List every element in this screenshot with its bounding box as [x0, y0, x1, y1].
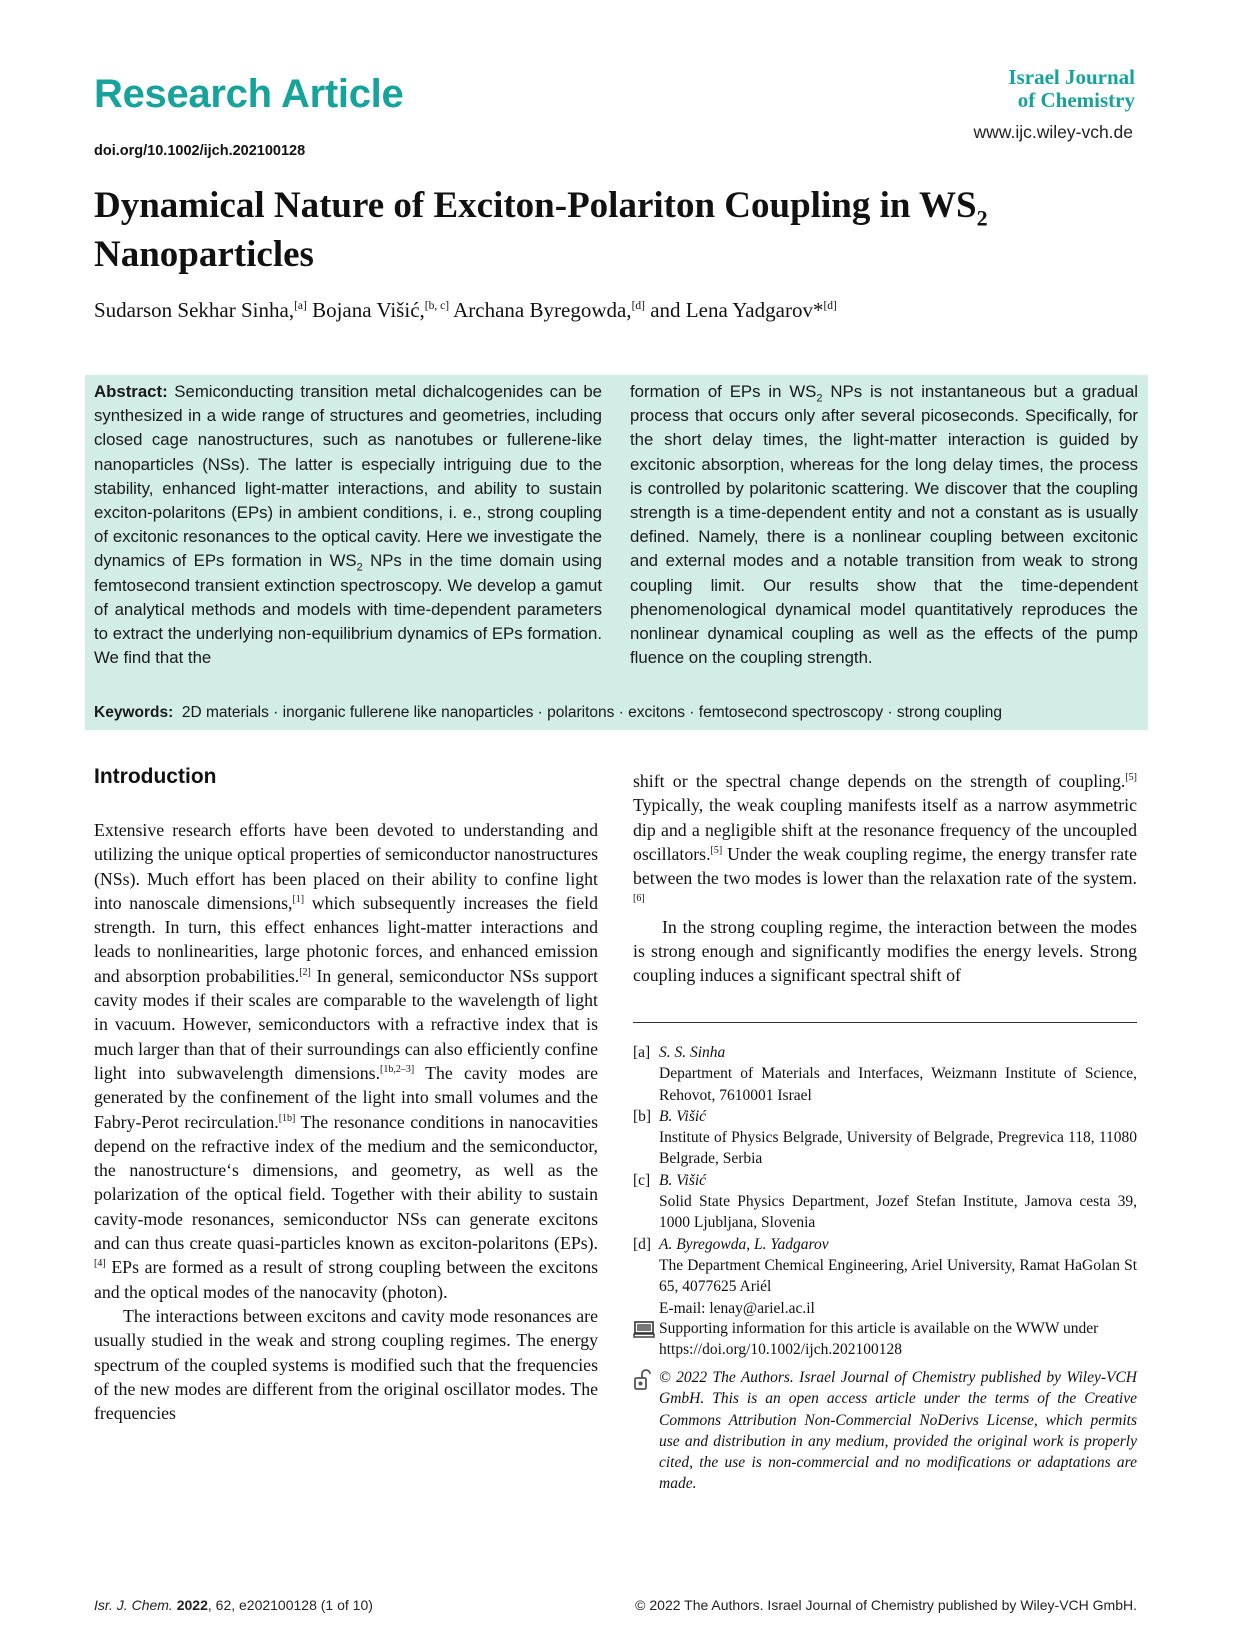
title-line2: Nanoparticles — [94, 234, 314, 275]
affiliation-tag: [d] — [633, 1235, 652, 1253]
keywords-line — [94, 704, 1002, 722]
author-affil-ref: [a] — [294, 300, 307, 312]
affiliation-name: S. S. Sinha — [659, 1044, 726, 1061]
abstract-right-column — [630, 380, 1138, 670]
text: Typically, the weak coupling manifests itself as a narrow asymmetric dip and a negligible shift at the resonance frequency of the uncoupled oscillators. — [633, 795, 1137, 864]
footer-year: 2022 — [176, 1597, 208, 1613]
footer-copyright: © 2022 The Authors. Israel Journal of Chemistry published by Wiley-VCH GmbH. — [635, 1597, 1137, 1613]
affiliation-item — [633, 1042, 1137, 1106]
affiliation-address: Solid State Physics Department, Jozef Stefan Institute, Jamova cesta 39, 1000 Ljubljana, Slovenia — [659, 1193, 1137, 1232]
doi-link[interactable]: doi.org/10.1002/ijch.202100128 — [94, 143, 306, 159]
supporting-info-text: Supporting information for this article is available on the WWW under https://doi.org/10.1002/ijch.202100128 — [659, 1320, 1099, 1359]
citation-ref[interactable]: [1] — [292, 893, 305, 905]
title-main: Dynamical Nature of Exciton-Polariton Coupling in WS — [94, 185, 977, 226]
citation-ref[interactable]: [6] — [633, 893, 645, 905]
title-subscript: 2 — [976, 205, 988, 231]
section-heading-introduction: Introduction — [94, 765, 217, 788]
affiliation-tag: [b] — [633, 1107, 652, 1125]
text: EPs are formed as a result of strong coupling between the excitons and the optical modes of the nanocavity (photon). — [94, 1257, 598, 1302]
journal-name-line2: of Chemistry — [1017, 88, 1135, 112]
affiliation-item — [633, 1234, 1137, 1319]
affiliation-address: Department of Materials and Interfaces, Weizmann Institute of Science, Rehovot, 7610001 Israel — [659, 1065, 1137, 1104]
abstract-text: Semiconducting transition metal dichalcogenides can be synthesized in a wide range of structures and geometries, including closed cage nanostructures, such as nanotubes or fullerene-like nanoparticles (NSs). The latter is especially intriguing due to the stability, enhanced light-matter interactions, and ability to sustain exciton-polaritons (EPs) in ambient conditions, i. e., strong coupling of excitonic resonances to the optical cavity. Here we investigate the dynamics of EPs formation in WS — [94, 382, 602, 571]
author-name: Sudarson Sekhar Sinha, — [94, 298, 295, 322]
intro-right-column — [633, 769, 1137, 988]
footer-journal-abbrev: Isr. J. Chem. — [94, 1597, 173, 1613]
keywords-text: 2D materials · inorganic fullerene like nanoparticles · polaritons · excitons · femtosecond spectroscopy · strong coupling — [181, 704, 1003, 721]
footer-citation — [94, 1597, 373, 1613]
keywords-label: Keywords: — [94, 704, 174, 721]
affiliation-email[interactable]: E-mail: lenay@ariel.ac.il — [659, 1299, 815, 1317]
abstract-subscript: 2 — [816, 392, 823, 405]
author-name: Archana Byregowda, — [453, 298, 632, 322]
affiliations — [633, 1042, 1137, 1319]
article-title — [94, 181, 1144, 279]
journal-name-line1: Israel Journal — [1008, 65, 1135, 89]
affiliation-item — [633, 1170, 1137, 1234]
citation-ref[interactable]: [5] — [1125, 772, 1137, 784]
journal-logo — [1000, 66, 1135, 112]
author-affil-ref: [b, c] — [424, 300, 450, 312]
footnote-divider — [633, 1022, 1137, 1023]
affiliation-item — [633, 1106, 1137, 1170]
abstract-text: NPs is not instantaneous but a gradual process that occurs only after several picoseconds. Specifically, for the short delay times, the light-matter interaction is guided by excitonic absorption, whereas for the long delay times, the process is controlled by polaritonic scattering. We discover that the coupling strength is a time-dependent entity and not a constant as is usually defined. Namely, there is a nonlinear coupling between excitonic and external modes and a notable transition from weak to strong coupling limit. Our results show that the time-dependent phenomenological dynamical model quantitatively reproduces the nonlinear dynamical coupling as well as the effects of the pump fluence on the coupling strength. — [630, 382, 1139, 668]
article-type-label: Research Article — [94, 72, 404, 116]
text: In general, semiconductor NSs support cavity modes if their scales are comparable to the wavelength of light in vacuum. However, semiconductors with a refractive index that is much larger than that of their surroundings can also efficiently confine light into subwavelength dimensions. — [94, 965, 598, 1083]
computer-icon — [633, 1320, 655, 1346]
license-text: © 2022 The Authors. Israel Journal of Chemistry published by Wiley-VCH GmbH. This is an open access article under the terms of the Creative Commons Attribution Non-Commercial NoDerivs License, which permits use and distribution in any medium, provided the original work is properly cited, the use is non-commercial and no modifications or adaptations are made. — [659, 1369, 1137, 1493]
text: The resonance conditions in nanocavities depend on the refractive index of the medium and the semiconductor, the nanostructure‘s dimensions, and geometry, as well as the polarization of the optical field. Together with their ability to sustain cavity-mode resonances, semiconductor NSs can generate excitons and can thus create quasi-particles known as exciton-polaritons (EPs). — [94, 1111, 598, 1254]
affiliation-address: Institute of Physics Belgrade, University of Belgrade, Pregrevica 118, 11080 Belgrade, Serbia — [659, 1129, 1137, 1168]
author-name: Bojana Višić, — [312, 298, 425, 322]
author-affil-ref: [d] — [631, 300, 645, 312]
paragraph: In the strong coupling regime, the interaction between the modes is strong enough and significantly modifies the energy levels. Strong coupling induces a significant spectral shift of — [633, 916, 1137, 986]
text: The cavity modes are generated by the confinement of the light into small volumes and the Fabry-Perot recirculation. — [94, 1062, 598, 1132]
text: Under the weak coupling regime, the energy transfer rate between the two modes is lower than the relaxation rate of the system. — [633, 843, 1137, 889]
footer-citation-rest: , 62, e202100128 (1 of 10) — [207, 1597, 373, 1613]
open-access-icon — [633, 1369, 653, 1397]
text: Extensive research efforts have been devoted to understanding and utilizing the unique optical properties of semiconductor nanostructures (NSs). Much effort has been placed on their ability to confine light into nanoscale dimensions, — [94, 820, 598, 913]
affiliation-tag: [a] — [633, 1044, 651, 1061]
paragraph — [94, 818, 598, 1304]
intro-left-column — [94, 818, 598, 1425]
citation-ref[interactable]: [4] — [94, 1258, 106, 1270]
author-list — [94, 298, 837, 323]
abstract-text: formation of EPs in WS — [630, 382, 817, 401]
citation-ref[interactable]: [1b] — [278, 1112, 296, 1124]
text: shift or the spectral change depends on the strength of coupling. — [633, 771, 1126, 791]
paragraph — [633, 769, 1137, 915]
journal-url-link[interactable]: www.ijc.wiley-vch.de — [973, 122, 1133, 142]
text: which subsequently increases the field strength. In turn, this effect enhances light-matter interactions and leads to nonlinearities, large photonic forces, and enhanced emission and absorption probabilities. — [94, 892, 598, 986]
abstract-text: NPs in the time domain using femtosecond transient extinction spectroscopy. We develop a gamut of analytical methods and models with time-dependent parameters to extract the underlying non-equilibrium dynamics of EPs formation. We find that the — [94, 551, 602, 668]
affiliation-name: B. Višić — [659, 1107, 707, 1125]
abstract-left-column — [94, 380, 602, 670]
paragraph: The interactions between excitons and cavity mode resonances are usually studied in the weak and strong coupling regimes. The energy spectrum of the coupled systems is modified such that the frequencies of the new modes are different from the original oscillator modes. The frequencies — [94, 1305, 598, 1424]
author-name: and Lena Yadgarov* — [650, 298, 824, 322]
citation-ref[interactable]: [2] — [299, 966, 311, 978]
abstract-subscript: 2 — [356, 561, 363, 574]
affiliation-name: A. Byregowda, L. Yadgarov — [659, 1235, 829, 1253]
affiliation-name: B. Višić — [659, 1171, 707, 1189]
affiliation-tag: [c] — [633, 1171, 651, 1189]
citation-ref[interactable]: [1b,2–3] — [380, 1064, 415, 1076]
supporting-info-note — [633, 1318, 1137, 1361]
license-note — [633, 1367, 1137, 1495]
affiliation-address: The Department Chemical Engineering, Ariel University, Ramat HaGolan St 65, 4077625 Ariél — [659, 1256, 1137, 1296]
abstract-label: Abstract: — [94, 382, 168, 401]
citation-ref[interactable]: [5] — [710, 844, 723, 856]
author-affil-ref: [d] — [823, 300, 837, 312]
